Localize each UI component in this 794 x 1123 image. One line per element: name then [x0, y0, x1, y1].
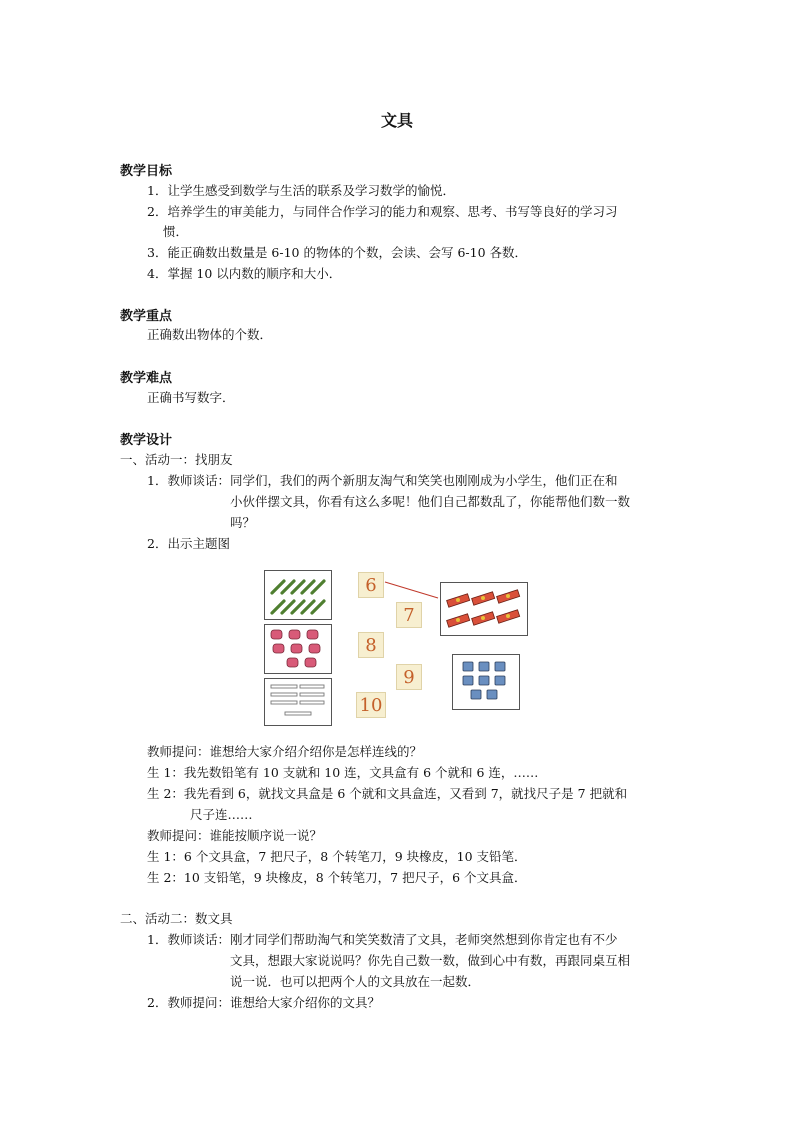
objective-item-continued: 惯． — [163, 224, 189, 239]
dialog-line: 生 1：我先数铅笔有 10 支就和 10 连，文具盒有 6 个就和 6 连，…… — [147, 765, 539, 780]
pencil-cases-box — [440, 582, 528, 636]
activity1-step1-continued: 小伙伴摆文具，你看有这么多呢！他们自己都数乱了，你能帮他们数一数 — [230, 494, 631, 509]
dialog-line: 生 2：我先看到 6，就找文具盒是 6 个就和文具盒连，又看到 7，就找尺子是 7 把就和 — [147, 786, 628, 801]
activity2-step1-continued: 文具，想跟大家说说吗？你先自己数一数，做到心中有数，再跟同桌互相 — [230, 953, 631, 968]
objective-item: 2．培养学生的审美能力，与同伴合作学习的能力和观察、思考、书写等良好的学习习 — [147, 204, 618, 219]
objective-item: 4．掌握 10 以内数的顺序和大小． — [147, 266, 342, 281]
dialog-line: 教师提问：谁能按顺序说一说？ — [147, 828, 323, 843]
activity1-step1-continued: 吗？ — [230, 515, 256, 530]
dialog-line-continued: 尺子连…… — [190, 807, 253, 822]
number-card-9: 9 — [396, 664, 422, 690]
objectives-heading: 教学目标 — [120, 164, 173, 179]
activity2-title: 二、活动二：数文具 — [120, 911, 233, 926]
dialog-line: 生 2：10 支铅笔，9 块橡皮，8 个转笔刀，7 把尺子，6 个文具盒． — [147, 870, 527, 885]
number-card-8: 8 — [358, 632, 384, 658]
difficulties-text: 正确书写数字． — [147, 390, 235, 405]
activity2-step1: 1．教师谈话：刚才同学们帮助淘气和笑笑数清了文具，老师突然想到你肯定也有不少 — [147, 932, 618, 947]
number-card-6: 6 — [358, 572, 384, 598]
activity1-title: 一、活动一：找朋友 — [120, 452, 233, 467]
sharpeners-icon — [453, 655, 519, 709]
dialog-line: 生 1：6 个文具盒，7 把尺子，8 个转笔刀，9 块橡皮，10 支铅笔． — [147, 849, 527, 864]
dialog-line: 教师提问：谁想给大家介绍介绍你是怎样连线的？ — [147, 744, 423, 759]
key-points-text: 正确数出物体的个数． — [147, 327, 273, 342]
pencil-cases-icon — [441, 583, 527, 635]
theme-illustration — [262, 568, 532, 728]
number-card-7: 7 — [396, 602, 422, 628]
number-card-10: 10 — [356, 692, 386, 718]
design-heading: 教学设计 — [120, 433, 173, 448]
activity2-step1-continued: 说一说．也可以把两个人的文具放在一起数． — [230, 974, 481, 989]
activity2-step2: 2．教师提问：谁想给大家介绍你的文具？ — [147, 995, 380, 1010]
difficulties-heading: 教学难点 — [120, 371, 173, 386]
objective-item: 3．能正确数出数量是 6-10 的物体的个数，会读、会写 6-10 各数． — [147, 245, 528, 260]
key-points-heading: 教学重点 — [120, 309, 173, 324]
sharpeners-box — [452, 654, 520, 710]
activity1-step2: 2．出示主题图 — [147, 536, 230, 551]
objective-item: 1．让学生感受到数学与生活的联系及学习数学的愉悦． — [147, 183, 455, 198]
activity1-step1: 1．教师谈话：同学们，我们的两个新朋友淘气和笑笑也刚刚成为小学生，他们正在和 — [147, 473, 618, 488]
page-title: 文具 — [380, 111, 413, 130]
